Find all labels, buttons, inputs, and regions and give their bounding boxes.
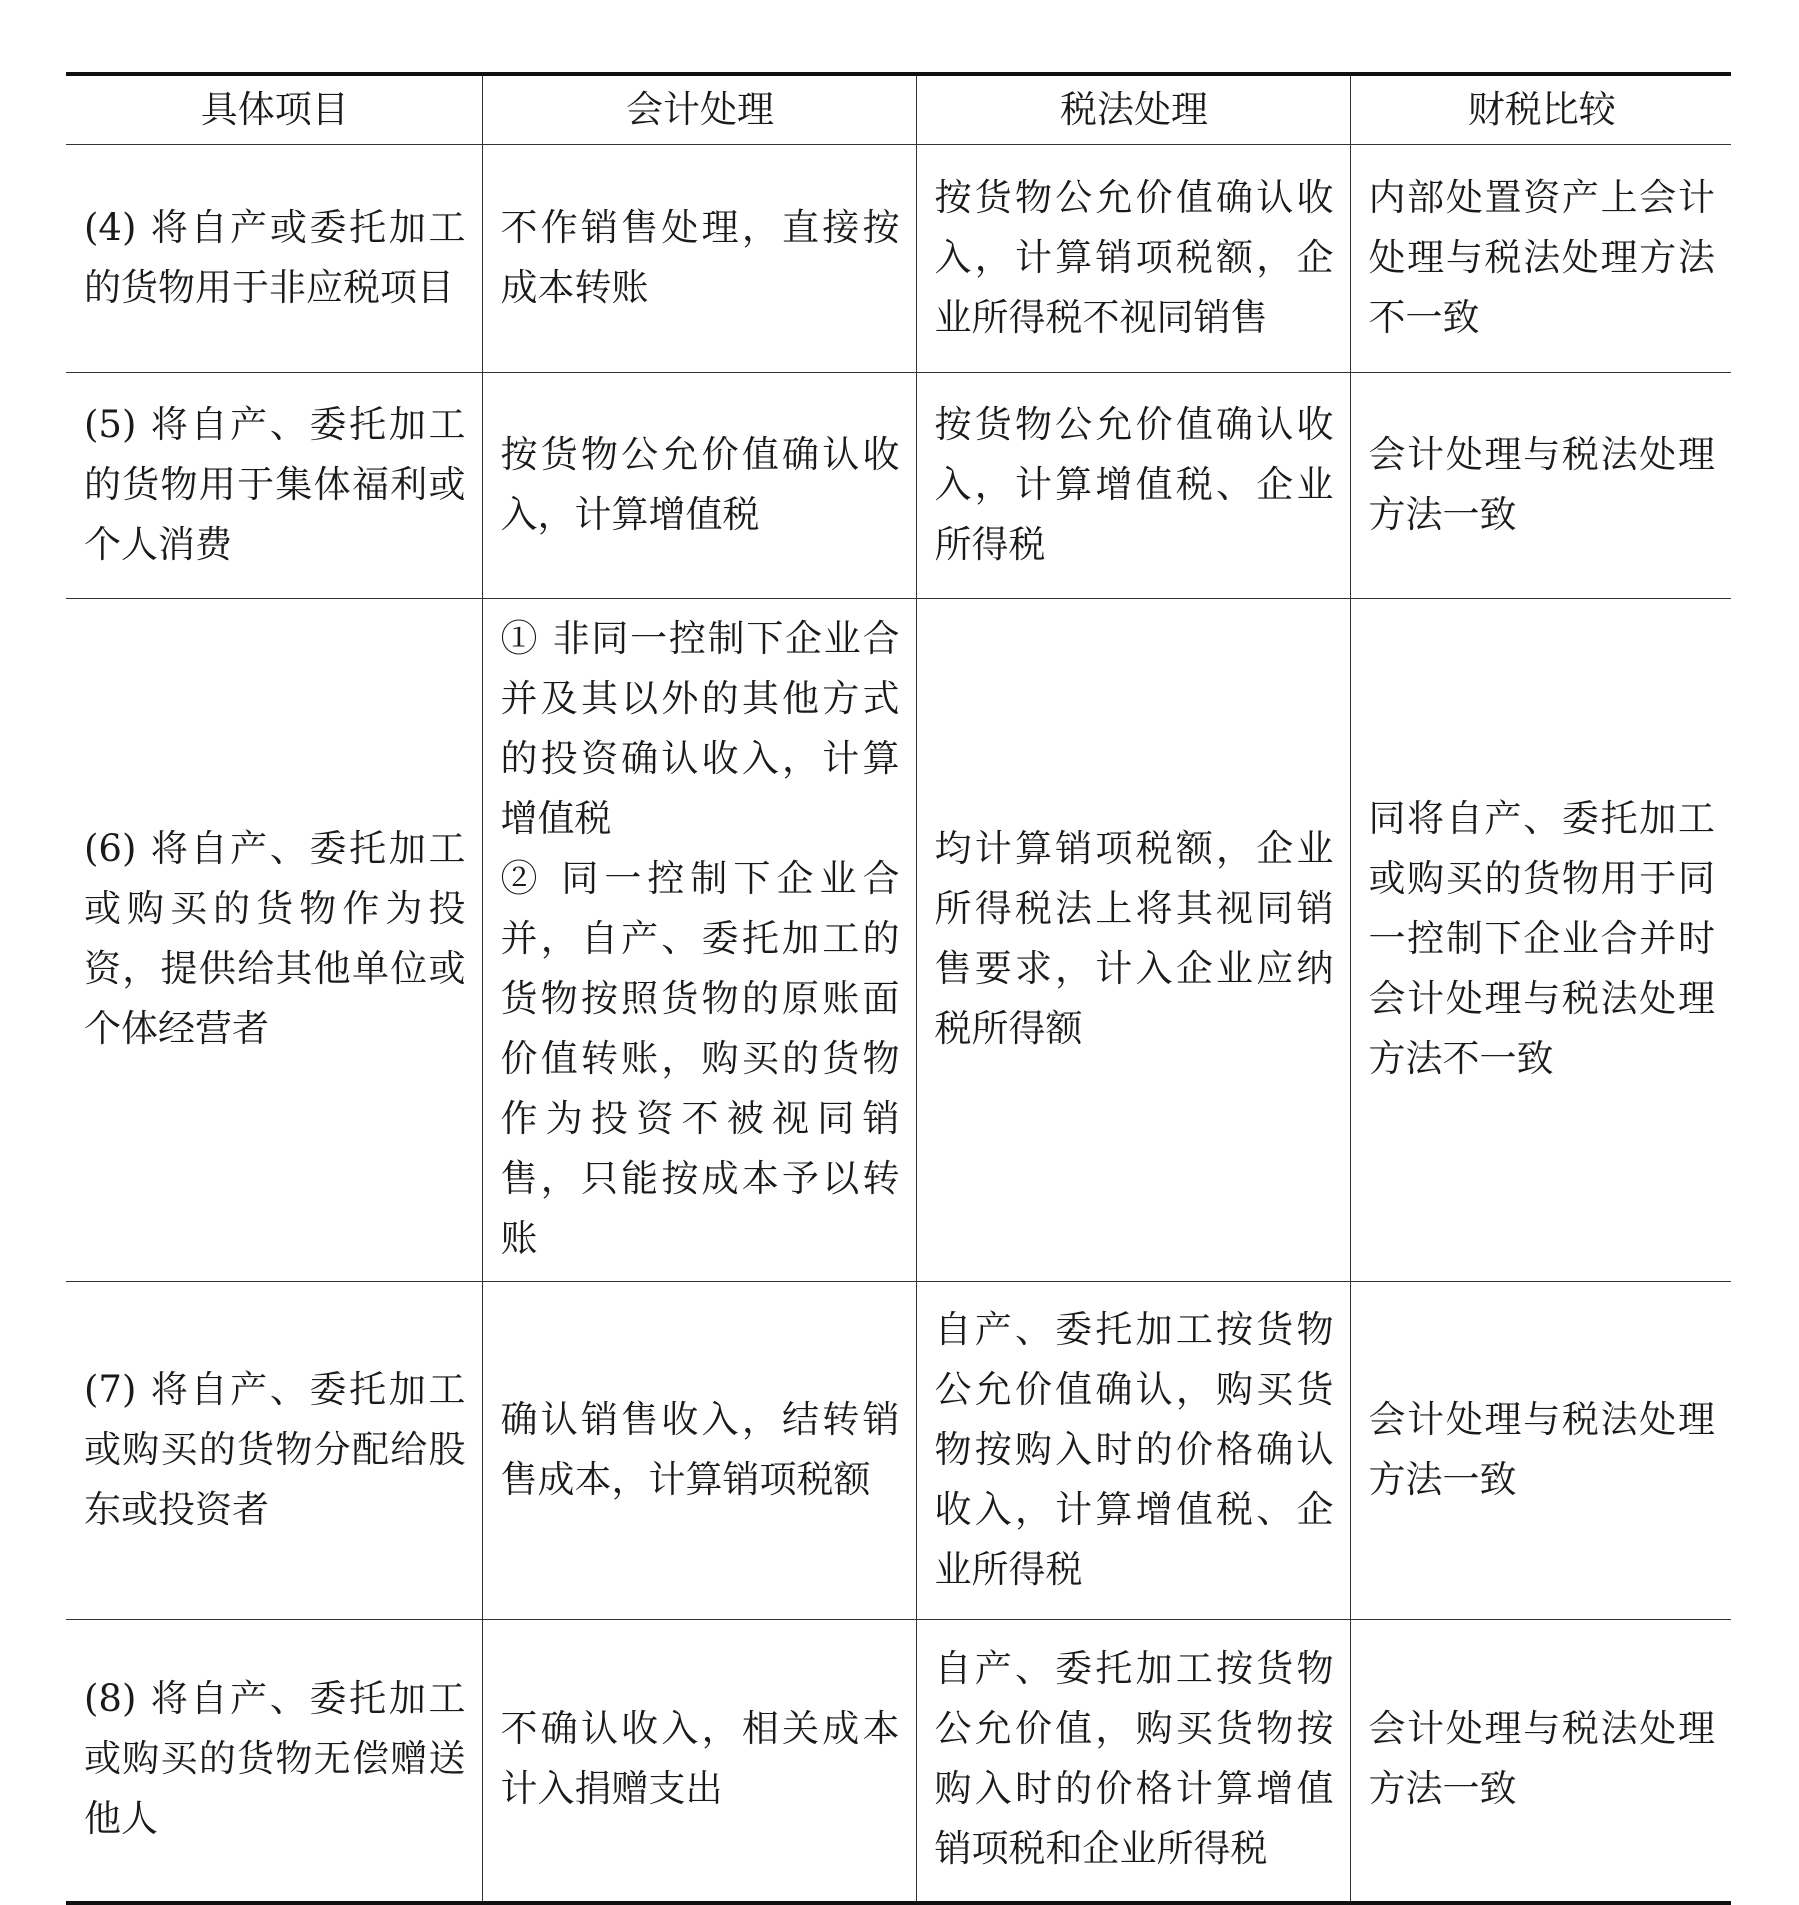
cell-item: (4) 将自产或委托加工的货物用于非应税项目: [66, 145, 482, 373]
cell-comparison: 内部处置资产上会计处理与税法处理方法不一致: [1350, 145, 1731, 373]
cell-accounting: 不作销售处理，直接按成本转账: [482, 145, 916, 373]
cell-tax: 均计算销项税额，企业所得税法上将其视同销售要求，计入企业应纳税所得额: [916, 599, 1350, 1282]
cell-accounting: 确认销售收入，结转销售成本，计算销项税额: [482, 1282, 916, 1620]
header-comparison: 财税比较: [1350, 74, 1731, 145]
table-header-row: [66, 74, 1731, 145]
cell-item: (6) 将自产、委托加工或购买的货物作为投资，提供给其他单位或个体经营者: [66, 599, 482, 1282]
cell-item: (5) 将自产、委托加工的货物用于集体福利或个人消费: [66, 373, 482, 599]
table-row: [66, 1282, 1731, 1620]
table-row: [66, 1620, 1731, 1903]
table-row: [66, 145, 1731, 373]
table-row: [66, 373, 1731, 599]
cell-accounting: 按货物公允价值确认收入，计算增值税: [482, 373, 916, 599]
header-item: 具体项目: [66, 74, 482, 145]
cell-tax: 按货物公允价值确认收入，计算销项税额，企业所得税不视同销售: [916, 145, 1350, 373]
cell-item: (8) 将自产、委托加工或购买的货物无偿赠送他人: [66, 1620, 482, 1903]
table-row: [66, 599, 1731, 1282]
cell-comparison: 会计处理与税法处理方法一致: [1350, 1620, 1731, 1903]
header-accounting: 会计处理: [482, 74, 916, 145]
cell-comparison: 会计处理与税法处理方法一致: [1350, 1282, 1731, 1620]
cell-tax: 按货物公允价值确认收入，计算增值税、企业所得税: [916, 373, 1350, 599]
cell-accounting: 不确认收入，相关成本计入捐赠支出: [482, 1620, 916, 1903]
cell-comparison: 同将自产、委托加工或购买的货物用于同一控制下企业合并时会计处理与税法处理方法不一致: [1350, 599, 1731, 1282]
cell-item: (7) 将自产、委托加工或购买的货物分配给股东或投资者: [66, 1282, 482, 1620]
header-tax: 税法处理: [916, 74, 1350, 145]
accounting-point-1: ① 非同一控制下企业合并及其以外的其他方式的投资确认收入，计算增值税: [500, 617, 900, 840]
cell-tax: 自产、委托加工按货物公允价值确认，购买货物按购入时的价格确认收入，计算增值税、企业所得税: [916, 1282, 1350, 1620]
tax-accounting-comparison-table: [66, 72, 1731, 1905]
cell-comparison: 会计处理与税法处理方法一致: [1350, 373, 1731, 599]
cell-tax: 自产、委托加工按货物公允价值，购买货物按购入时的价格计算增值销项税和企业所得税: [916, 1620, 1350, 1903]
cell-accounting: [482, 599, 916, 1282]
accounting-point-2: ② 同一控制下企业合并，自产、委托加工的货物按照货物的原账面价值转账，购买的货物作为投资不被视同销售，只能按成本予以转账: [500, 857, 900, 1260]
document-table-container: [66, 72, 1731, 1905]
